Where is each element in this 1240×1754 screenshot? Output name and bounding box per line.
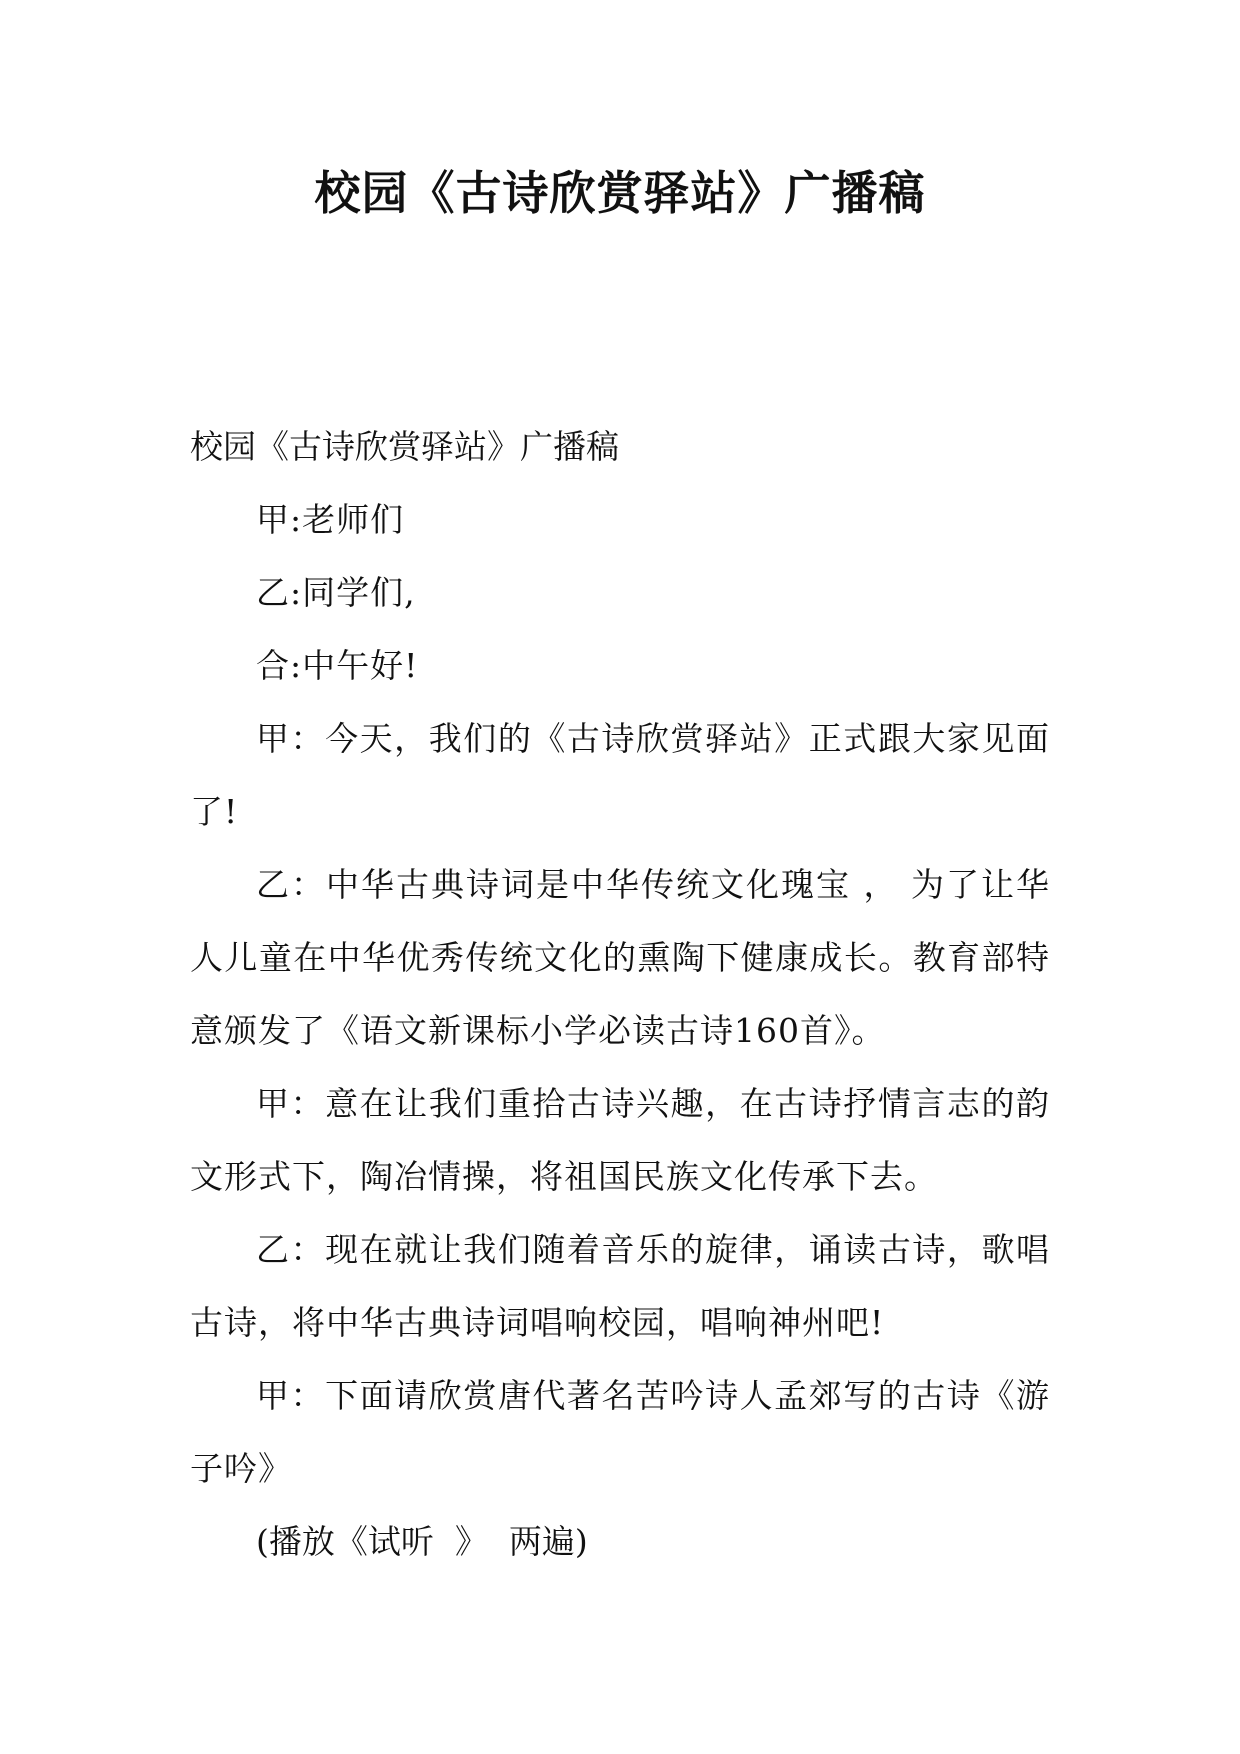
document-body (190, 410, 1050, 1578)
paragraph-intro: 甲：今天，我们的《古诗欣赏驿站》正式跟大家见面了! (190, 719, 1050, 831)
paragraph-purpose: 甲：意在让我们重拾古诗兴趣，在古诗抒情言志的韵文形式下，陶冶情操，将祖国民族文化传承下去。 (190, 1084, 1050, 1196)
paragraph-invitation: 乙：现在就让我们随着音乐的旋律，诵读古诗，歌唱古诗，将中华古典诗词唱响校园，唱响神州吧! (190, 1230, 1050, 1342)
document-subtitle: 校园《古诗欣赏驿站》广播稿 (190, 427, 619, 466)
paragraph-poem-intro: 甲：下面请欣赏唐代著名苦吟诗人孟郊写的古诗《游子吟》 (190, 1376, 1050, 1488)
paragraph-greeting-he: 合:中午好! (256, 646, 419, 685)
paragraph-greeting-yi: 乙:同学们, (256, 573, 416, 612)
paragraph-heritage: 乙：中华古典诗词是中华传统文化瑰宝 ， 为了让华人儿童在中华优秀传统文化的熏陶下健康成长。教育部特意颁发了《语文新课标小学必读古诗160首》。 (190, 865, 1050, 1050)
paragraph-greeting-jia: 甲:老师们 (256, 500, 405, 539)
stage-direction: (播放《试听 》 两遍) (256, 1522, 588, 1561)
document-title: 校园《古诗欣赏驿站》广播稿 (314, 166, 926, 220)
